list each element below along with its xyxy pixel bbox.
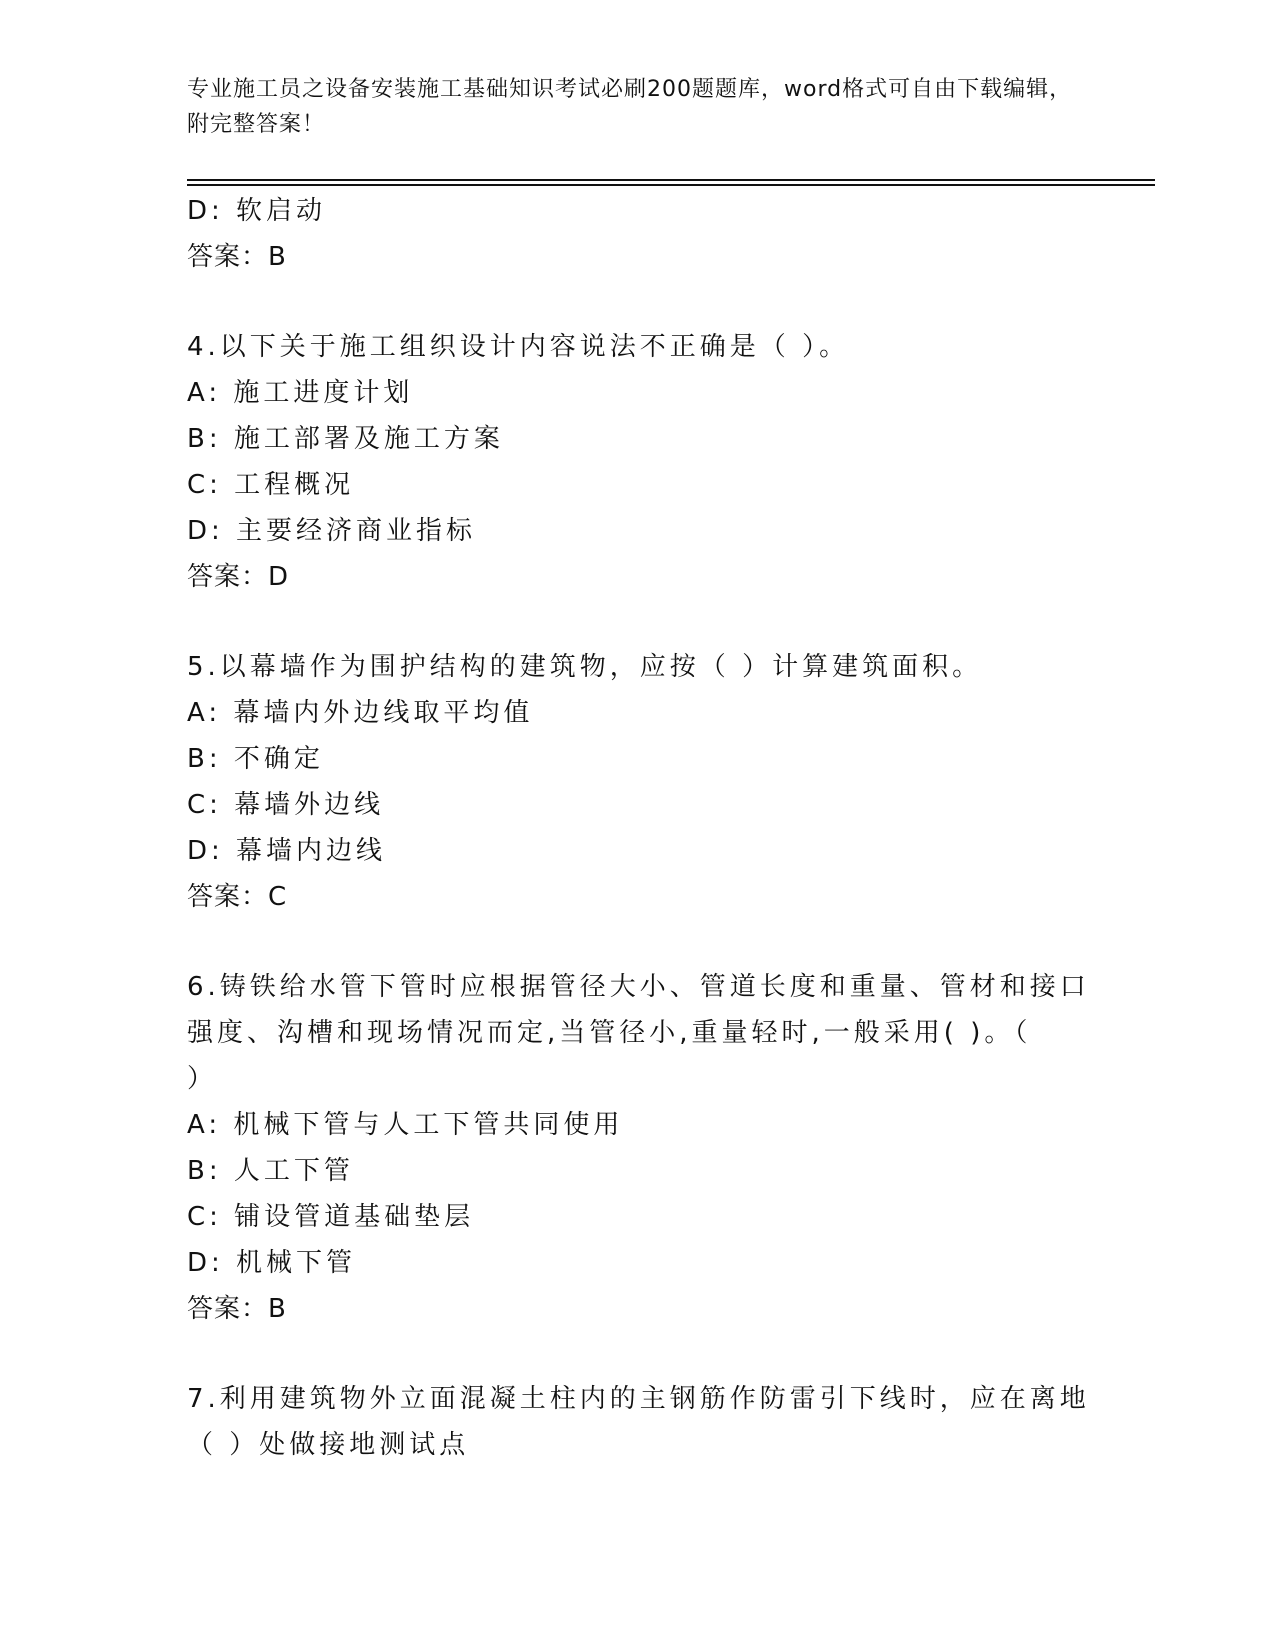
answer: 答案：B	[187, 242, 287, 272]
question-stem-line-1: 7.利用建筑物外立面混凝土柱内的主钢筋作防雷引下线时，应在离地	[187, 1384, 1090, 1414]
question-stem-line-1: 6.铸铁给水管下管时应根据管径大小、管道长度和重量、管材和接口	[187, 972, 1090, 1002]
question-stem: 4.以下关于施工组织设计内容说法不正确是（ ）。	[187, 332, 850, 362]
option-d: D: 机械下管	[187, 1248, 357, 1278]
question-stem: 5.以幕墙作为围护结构的建筑物，应按（ ）计算建筑面积。	[187, 652, 983, 682]
question-5	[187, 644, 1087, 920]
option-c: C: 工程概况	[187, 470, 355, 500]
option-d: D: 主要经济商业指标	[187, 516, 477, 546]
option-a: A: 机械下管与人工下管共同使用	[187, 1110, 624, 1140]
header-rule-top	[187, 179, 1155, 181]
header-title: 专业施工员之设备安装施工基础知识考试必刷200题题库，word格式可自由下载编辑，附完整答案！	[187, 77, 1073, 137]
option-c: C: 铺设管道基础垫层	[187, 1202, 475, 1232]
question-4	[187, 324, 1087, 600]
option-b: B: 人工下管	[187, 1156, 354, 1186]
document-header	[187, 72, 1087, 142]
option-d: D: 幕墙内边线	[187, 836, 387, 866]
question-7	[187, 1376, 1090, 1468]
option-c: C: 幕墙外边线	[187, 790, 385, 820]
spacer	[187, 920, 1087, 964]
option-b: B: 施工部署及施工方案	[187, 424, 504, 454]
question-stem-line-3: ）	[187, 1064, 218, 1094]
answer: 答案：B	[187, 1294, 287, 1324]
spacer	[187, 600, 1087, 644]
option-a: A: 幕墙内外边线取平均值	[187, 698, 534, 728]
spacer	[187, 1332, 1087, 1376]
answer: 答案：C	[187, 882, 288, 912]
spacer	[187, 280, 1087, 324]
question-6	[187, 964, 1090, 1332]
question-stem-line-2: （ ）处做接地测试点	[187, 1430, 470, 1460]
question-list	[187, 188, 1090, 1468]
option-d: D: 软启动	[187, 196, 327, 226]
question-stem-line-2: 强度、沟槽和现场情况而定,当管径小,重量轻时,一般采用( )。（	[187, 1018, 1032, 1048]
header-rule-bottom	[187, 184, 1155, 186]
option-a: A: 施工进度计划	[187, 378, 414, 408]
answer: 答案：D	[187, 562, 290, 592]
option-b: B: 不确定	[187, 744, 324, 774]
